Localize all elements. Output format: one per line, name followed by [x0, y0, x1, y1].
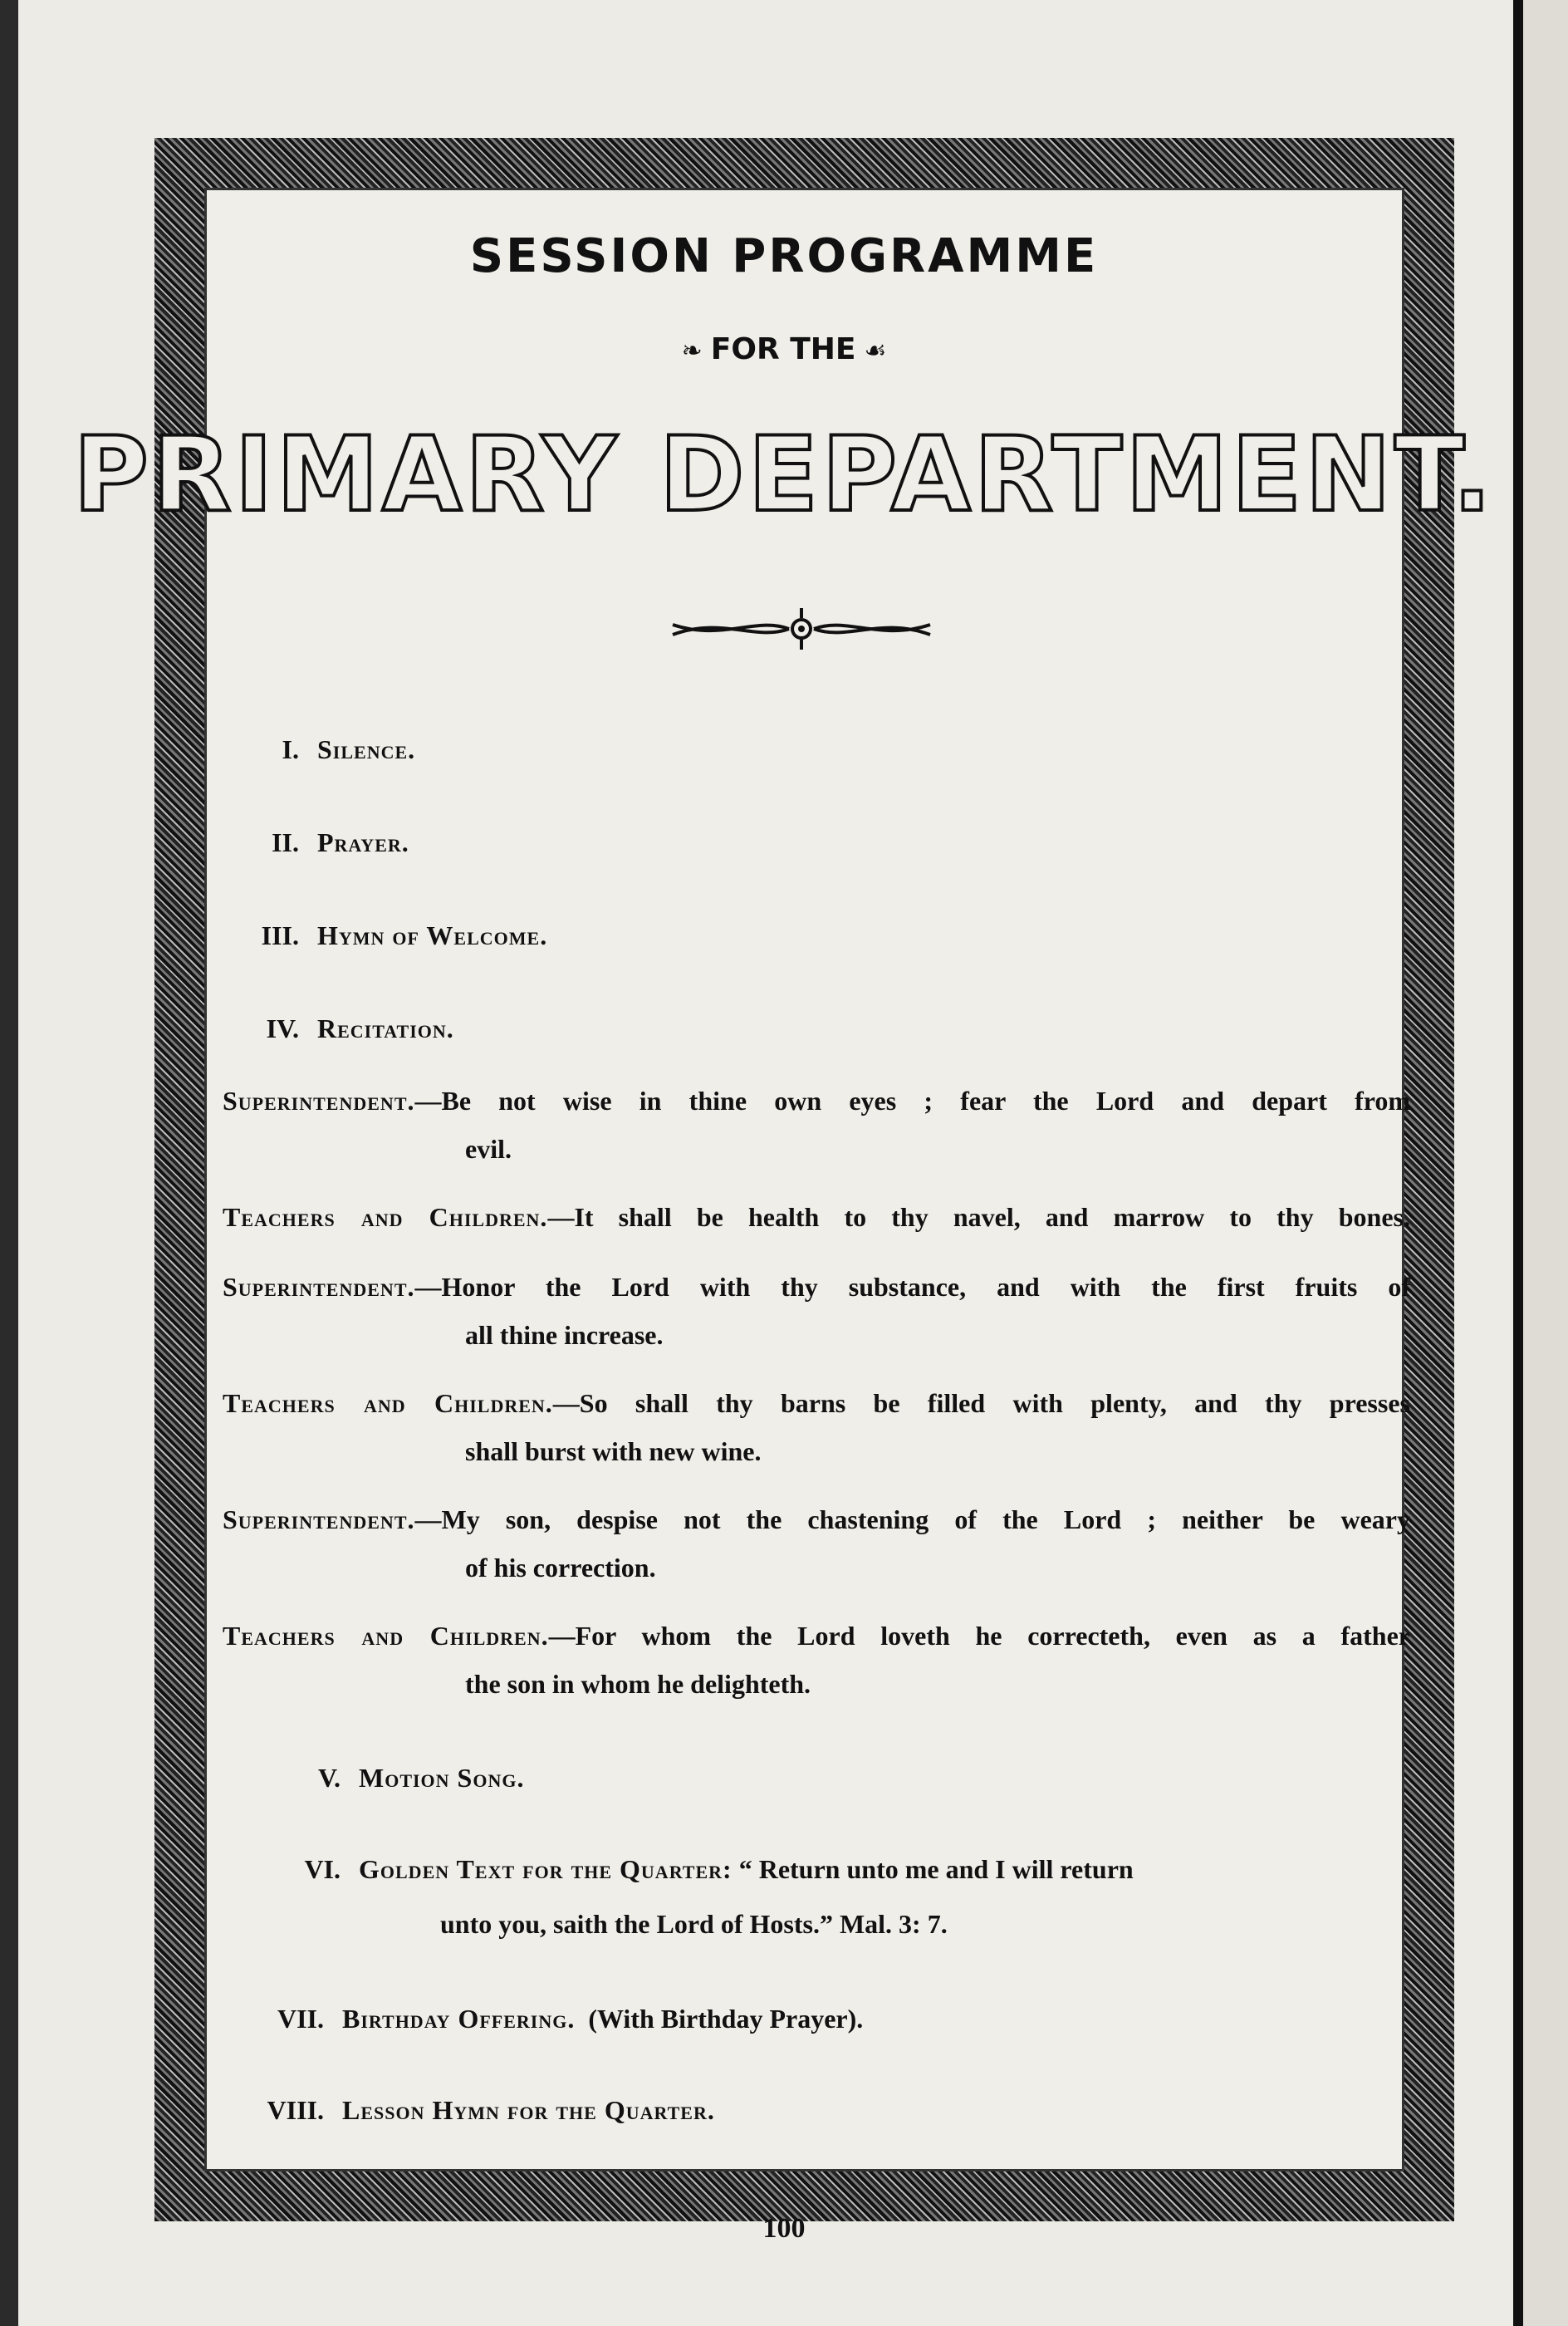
- response-continuation: the son in whom he delighteth.: [465, 1669, 811, 1699]
- golden-text-continuation: unto you, saith the Lord of Hosts.” Mal. 3: 7.: [440, 1909, 948, 1939]
- response-continuation: of his correction.: [465, 1553, 656, 1583]
- item-note: (With Birthday Prayer).: [588, 2004, 864, 2034]
- item-number: IV.: [266, 1013, 299, 1043]
- recitation-response-5: [223, 1495, 1410, 1592]
- leaf-ornament-icon: ❧: [681, 336, 703, 366]
- page-title: SESSION PROGRAMME: [469, 229, 1099, 283]
- programme-item-4: [208, 1013, 454, 1044]
- recitation-response-2: [223, 1193, 1410, 1241]
- response-text: —It shall be health to thy navel, and marrow to thy bones.: [547, 1202, 1410, 1232]
- recitation-response-3: [223, 1263, 1410, 1359]
- speaker-label: Teachers and Children.: [223, 1621, 549, 1651]
- item-label: Lesson Hymn for the Quarter.: [342, 2095, 715, 2125]
- programme-item-7: [233, 2004, 863, 2034]
- response-text: —So shall thy barns be filled with plenty, and thy presses: [552, 1388, 1410, 1418]
- response-text: —Honor the Lord with thy substance, and with the first fruits of: [414, 1272, 1410, 1302]
- item-label: Motion Song.: [359, 1763, 525, 1793]
- item-number: II.: [272, 827, 299, 857]
- item-label: Prayer.: [317, 827, 409, 857]
- item-number: I.: [282, 734, 299, 764]
- programme-item-2: [208, 827, 409, 858]
- programme-item-3: [208, 920, 547, 951]
- speaker-label: Superintendent.: [223, 1086, 415, 1116]
- page-number: 100: [762, 2213, 806, 2244]
- golden-text: “ Return unto me and I will return: [738, 1854, 1134, 1884]
- item-label: Golden Text for the Quarter:: [359, 1854, 733, 1884]
- programme-item-6: [249, 1854, 1134, 1885]
- item-label: Hymn of Welcome.: [317, 920, 548, 950]
- recitation-response-6: [223, 1612, 1410, 1708]
- response-text: —For whom the Lord loveth he correcteth, even as a father: [548, 1621, 1410, 1651]
- item-label: Silence.: [317, 734, 416, 764]
- recitation-response-1: [223, 1077, 1410, 1173]
- response-text: —Be not wise in thine own eyes ; fear the Lord and depart from: [414, 1086, 1410, 1116]
- response-text: —My son, despise not the chastening of the Lord ; neither be weary: [414, 1504, 1410, 1534]
- speaker-label: Teachers and Children.: [223, 1202, 548, 1232]
- programme-item-5: [249, 1763, 524, 1794]
- item-number: VIII.: [267, 2095, 324, 2125]
- speaker-label: Superintendent.: [223, 1504, 415, 1534]
- item-number: III.: [261, 920, 299, 950]
- response-continuation: shall burst with new wine.: [465, 1436, 762, 1466]
- item-label: Birthday Offering.: [342, 2004, 576, 2034]
- for-the-label: FOR THE: [710, 332, 856, 366]
- item-number: VII.: [277, 2004, 324, 2034]
- item-label: Recitation.: [317, 1013, 454, 1043]
- department-title: PRIMARY DEPARTMENT.: [73, 415, 1495, 535]
- leaf-ornament-icon: ☙: [864, 336, 887, 366]
- subtitle: [0, 332, 1568, 366]
- flourish-ornament-icon: [664, 600, 938, 658]
- recitation-response-4: [223, 1379, 1410, 1475]
- speaker-label: Teachers and Children.: [223, 1388, 553, 1418]
- item-number: VI.: [304, 1854, 341, 1884]
- response-continuation: all thine increase.: [465, 1320, 664, 1350]
- programme-item-1: [208, 734, 415, 765]
- response-continuation: evil.: [465, 1134, 512, 1164]
- item-number: V.: [318, 1763, 341, 1793]
- programme-item-8: [233, 2095, 715, 2126]
- speaker-label: Superintendent.: [223, 1272, 415, 1302]
